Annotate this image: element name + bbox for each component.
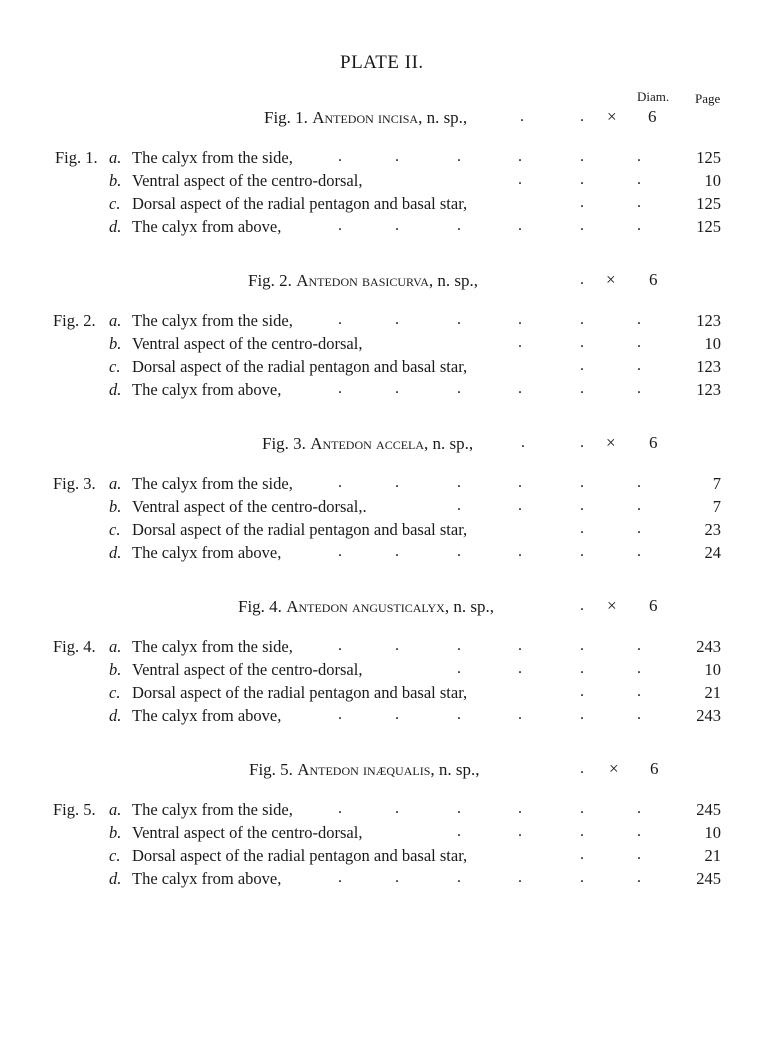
species-name: basicurva [362, 271, 429, 290]
figure-heading-label: Fig. 2. [248, 271, 292, 290]
figure-heading [248, 271, 478, 291]
leader-dot: . [637, 520, 641, 537]
leader-dot: . [580, 271, 584, 288]
item-letter: a. [109, 311, 122, 330]
figure-heading [264, 108, 467, 128]
page-number: 125 [696, 217, 721, 236]
page-number: 7 [712, 497, 721, 516]
leader-dot: . [457, 474, 461, 491]
leader-dot: . [338, 380, 342, 397]
figure-heading-label: Fig. 1. [264, 108, 308, 127]
figure-heading-label: Fig. 3. [262, 434, 306, 453]
leader-dot: . [580, 597, 584, 614]
leader-dot: . [457, 660, 461, 677]
item-letter: d. [109, 543, 122, 562]
item-description: Dorsal aspect of the radial pentagon and basal star, [132, 520, 468, 539]
magnification-times: × [606, 270, 616, 289]
item-description: The calyx from above, [132, 217, 282, 236]
item-letter: b. [109, 823, 122, 842]
leader-dot: . [580, 660, 584, 677]
leader-dot: . [518, 637, 522, 654]
leader-dot: . [518, 474, 522, 491]
magnification-value: 6 [649, 270, 658, 289]
species-suffix: , n. sp., [418, 108, 468, 127]
plate-title: PLATE II. [340, 52, 424, 73]
leader-dot: . [457, 380, 461, 397]
leader-dot: . [637, 800, 641, 817]
leader-dot: . [580, 823, 584, 840]
leader-dot: . [518, 823, 522, 840]
genus-name: Antedon [296, 271, 358, 290]
item-description: Dorsal aspect of the radial pentagon and basal star, [132, 357, 468, 376]
row-figure-label: Fig. 2. [53, 311, 96, 330]
leader-dot: . [580, 760, 584, 777]
leader-dot: . [518, 660, 522, 677]
leader-dot: . [395, 869, 399, 886]
figure-heading-label: Fig. 5. [249, 760, 293, 779]
leader-dot: . [637, 171, 641, 188]
item-letter: a. [109, 474, 122, 493]
item-description: The calyx from above, [132, 869, 282, 888]
leader-dot: . [457, 311, 461, 328]
species-suffix: , n. sp., [424, 434, 474, 453]
genus-name: Antedon [312, 108, 374, 127]
item-description: Ventral aspect of the centro-dorsal, [132, 334, 363, 353]
species-name: angusticalyx [352, 597, 445, 616]
page-number: 7 [712, 474, 721, 493]
page-number: 125 [696, 148, 721, 167]
page-number: 10 [704, 171, 721, 190]
row-figure-label: Fig. 5. [53, 800, 96, 819]
leader-dot: . [457, 823, 461, 840]
item-description: The calyx from above, [132, 543, 282, 562]
leader-dot: . [637, 380, 641, 397]
item-letter: b. [109, 497, 122, 516]
leader-dot: . [580, 311, 584, 328]
leader-dot: . [580, 194, 584, 211]
item-description: The calyx from the side, [132, 148, 293, 167]
page-number: 125 [696, 194, 721, 213]
leader-dot: . [580, 334, 584, 351]
item-letter: c. [109, 683, 121, 702]
genus-name: Antedon [297, 760, 359, 779]
item-description: The calyx from the side, [132, 474, 293, 493]
species-suffix: , n. sp., [428, 271, 479, 290]
page-number: 10 [704, 334, 721, 353]
leader-dot: . [518, 311, 522, 328]
item-description: Dorsal aspect of the radial pentagon and basal star, [132, 846, 468, 865]
item-description: Ventral aspect of the centro-dorsal, [132, 823, 363, 842]
page-number: 10 [704, 660, 721, 679]
item-letter: a. [109, 148, 122, 167]
leader-dot: . [518, 543, 522, 560]
species-name: accela [376, 434, 425, 453]
leader-dot: . [338, 217, 342, 234]
leader-dot: . [518, 800, 522, 817]
leader-dot: . [395, 217, 399, 234]
magnification-times: × [609, 759, 619, 778]
item-description: The calyx from above, [132, 706, 282, 725]
leader-dot: . [457, 869, 461, 886]
leader-dot: . [518, 217, 522, 234]
leader-dot: . [518, 497, 522, 514]
page-number: 24 [704, 543, 721, 562]
row-figure-label: Fig. 3. [53, 474, 96, 493]
species-suffix: , n. sp., [430, 760, 480, 779]
leader-dot: . [580, 357, 584, 374]
item-letter: c. [109, 520, 121, 539]
item-letter: b. [109, 171, 122, 190]
page-column-header: Page [695, 91, 721, 106]
leader-dot: . [395, 637, 399, 654]
leader-dot: . [518, 869, 522, 886]
item-letter: d. [109, 217, 122, 236]
leader-dot: . [580, 706, 584, 723]
species-name: incisa [378, 108, 419, 127]
leader-dot: . [637, 474, 641, 491]
leader-dot: . [338, 706, 342, 723]
leader-dot: . [637, 846, 641, 863]
leader-dot: . [637, 334, 641, 351]
leader-dot: . [580, 683, 584, 700]
leader-dot: . [518, 148, 522, 165]
item-description: Ventral aspect of the centro-dorsal, [132, 660, 363, 679]
item-description: Dorsal aspect of the radial pentagon and basal star, [132, 194, 468, 213]
item-letter: d. [109, 706, 122, 725]
item-letter: a. [109, 637, 122, 656]
page-number: 123 [696, 357, 721, 376]
leader-dot: . [580, 380, 584, 397]
row-figure-label: Fig. 4. [53, 637, 96, 656]
item-letter: c. [109, 194, 121, 213]
leader-dot: . [580, 497, 584, 514]
leader-dot: . [338, 311, 342, 328]
leader-dot: . [395, 543, 399, 560]
item-letter: c. [109, 357, 121, 376]
page-number: 243 [696, 637, 721, 656]
item-letter: d. [109, 380, 122, 399]
magnification-times: × [607, 596, 617, 615]
item-description: The calyx from the side, [132, 311, 293, 330]
genus-name: Antedon [310, 434, 372, 453]
item-description: The calyx from the side, [132, 800, 293, 819]
leader-dot: . [338, 869, 342, 886]
page-number: 21 [704, 846, 721, 865]
figure-heading [238, 597, 494, 617]
leader-dot: . [637, 869, 641, 886]
leader-dot: . [580, 520, 584, 537]
leader-dot: . [580, 171, 584, 188]
leader-dot: . [518, 171, 522, 188]
leader-dot: . [580, 474, 584, 491]
leader-dot: . [637, 357, 641, 374]
leader-dot: . [637, 660, 641, 677]
leader-dot: . [457, 800, 461, 817]
figure-heading [262, 434, 473, 454]
page-number: 245 [696, 800, 721, 819]
leader-dot: . [637, 311, 641, 328]
item-letter: b. [109, 334, 122, 353]
leader-dot: . [637, 543, 641, 560]
item-letter: d. [109, 869, 122, 888]
leader-dot: . [637, 497, 641, 514]
leader-dot: . [457, 706, 461, 723]
leader-dot: . [521, 434, 525, 451]
leader-dot: . [518, 706, 522, 723]
leader-dot: . [637, 217, 641, 234]
leader-dot: . [580, 148, 584, 165]
leader-dot: . [457, 637, 461, 654]
leader-dot: . [637, 683, 641, 700]
magnification-value: 6 [649, 433, 658, 452]
leader-dot: . [395, 311, 399, 328]
leader-dot: . [580, 108, 584, 125]
leader-dot: . [395, 706, 399, 723]
item-description: The calyx from the side, [132, 637, 293, 656]
leader-dot: . [338, 543, 342, 560]
page-number: 10 [704, 823, 721, 842]
figure-heading-label: Fig. 4. [238, 597, 282, 616]
leader-dot: . [338, 474, 342, 491]
leader-dot: . [637, 706, 641, 723]
genus-name: Antedon [286, 597, 348, 616]
leader-dot: . [395, 148, 399, 165]
magnification-value: 6 [650, 759, 659, 778]
magnification-times: × [607, 107, 617, 126]
page-number: 123 [696, 380, 721, 399]
leader-dot: . [580, 217, 584, 234]
page-number: 23 [704, 520, 721, 539]
leader-dot: . [395, 380, 399, 397]
leader-dot: . [457, 497, 461, 514]
leader-dot: . [520, 108, 524, 125]
item-letter: c. [109, 846, 121, 865]
magnification-value: 6 [648, 107, 657, 126]
leader-dot: . [457, 543, 461, 560]
species-suffix: , n. sp., [444, 597, 494, 616]
leader-dot: . [580, 846, 584, 863]
item-description: Ventral aspect of the centro-dorsal,. [132, 497, 367, 516]
leader-dot: . [457, 148, 461, 165]
row-figure-label: Fig. 1. [55, 148, 98, 167]
item-letter: b. [109, 660, 122, 679]
leader-dot: . [637, 637, 641, 654]
leader-dot: . [395, 474, 399, 491]
item-description: Dorsal aspect of the radial pentagon and basal star, [132, 683, 468, 702]
item-description: Ventral aspect of the centro-dorsal, [132, 171, 363, 190]
leader-dot: . [580, 434, 584, 451]
species-name: inæqualis [363, 760, 431, 779]
leader-dot: . [637, 194, 641, 211]
page-number: 21 [704, 683, 721, 702]
leader-dot: . [518, 334, 522, 351]
leader-dot: . [338, 148, 342, 165]
leader-dot: . [637, 148, 641, 165]
leader-dot: . [338, 800, 342, 817]
leader-dot: . [580, 800, 584, 817]
page-number: 243 [696, 706, 721, 725]
leader-dot: . [580, 543, 584, 560]
page-number: 245 [696, 869, 721, 888]
diam-column-header: Diam. [637, 89, 670, 104]
leader-dot: . [580, 869, 584, 886]
magnification-times: × [606, 433, 616, 452]
leader-dot: . [395, 800, 399, 817]
magnification-value: 6 [649, 596, 658, 615]
leader-dot: . [580, 637, 584, 654]
leader-dot: . [637, 823, 641, 840]
item-letter: a. [109, 800, 122, 819]
leader-dot: . [457, 217, 461, 234]
page-number: 123 [696, 311, 721, 330]
leader-dot: . [338, 637, 342, 654]
item-description: The calyx from above, [132, 380, 282, 399]
leader-dot: . [518, 380, 522, 397]
figure-heading [249, 760, 480, 780]
